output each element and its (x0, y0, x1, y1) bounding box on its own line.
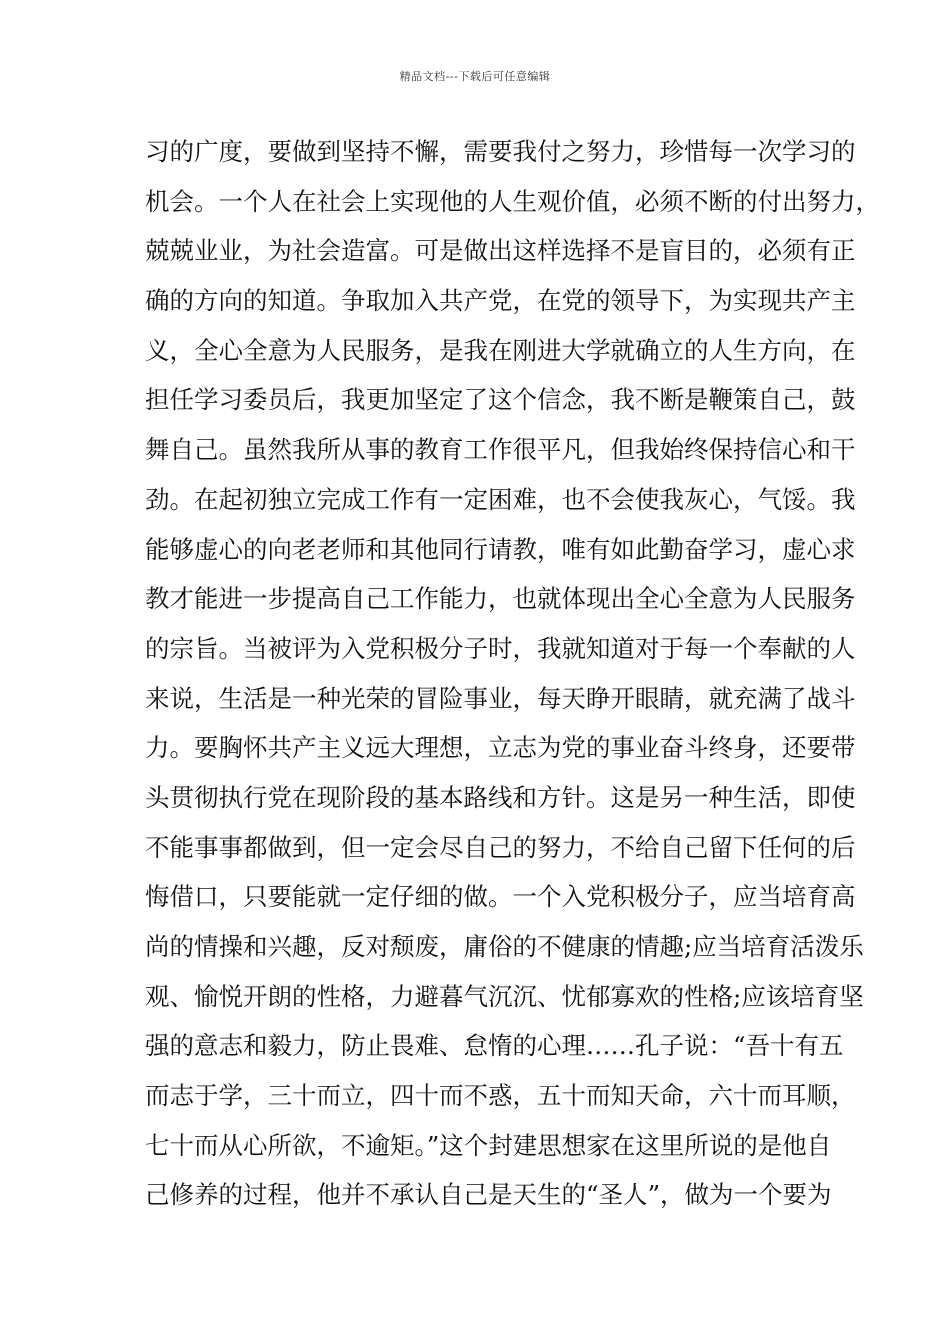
text-line: 的宗旨。当被评为入党积极分子时，我就知道对于每一个奉献的人 (145, 633, 856, 663)
text-line: 尚的情操和兴趣，反对颓废，庸俗的不健康的情趣;应当培育活泼乐 (145, 932, 864, 961)
text-line: 舞自己。虽然我所从事的教育工作很平凡，但我始终保持信心和干 (145, 435, 856, 465)
text-line: 确的方向的知道。争取加入共产党，在党的领导下，为实现共产主 (145, 286, 856, 316)
text-line: 兢兢业业，为社会造富。可是做出这样选择不是盲目的，必须有正 (145, 236, 856, 266)
text-line: 强的意志和毅力，防止畏难、怠惰的心理……孔子说：“吾十有五 (145, 1031, 844, 1061)
text-line: 习的广度，要做到坚持不懈，需要我付之努力，珍惜每一次学习的 (145, 137, 856, 166)
text-line: 劲。在起初独立完成工作有一定困难，也不会使我灰心，气馁。我 (145, 484, 856, 514)
text-line: 教才能进一步提高自己工作能力，也就体现出全心全意为人民服务 (145, 584, 856, 614)
text-line: 己修养的过程，他并不承认自己是天生的“圣人”，做为一个要为 (145, 1180, 832, 1210)
body-text (145, 130, 880, 1223)
text-line: 来说，生活是一种光荣的冒险事业，每天睁开眼睛，就充满了战斗 (145, 683, 856, 713)
text-line: 头贯彻执行党在现阶段的基本路线和方针。这是另一种生活，即使 (145, 782, 856, 812)
text-line: 担任学习委员后，我更加坚定了这个信念，我不断是鞭策自己，鼓 (145, 385, 856, 415)
text-line: 能够虚心的向老老师和其他同行请教，唯有如此勤奋学习，虚心求 (145, 534, 856, 564)
page-header: 精品文档---下载后可任意编辑 (399, 70, 551, 83)
text-line: 不能事事都做到，但一定会尽自己的努力，不给自己留下任何的后 (145, 832, 856, 862)
text-line: 义，全心全意为人民服务，是我在刚进大学就确立的人生方向，在 (145, 335, 856, 365)
text-line: 悔借口，只要能就一定仔细的做。一个入党积极分子，应当培育高 (145, 882, 856, 912)
text-line: 而志于学，三十而立，四十而不惑，五十而知天命，六十而耳顺， (145, 1081, 856, 1111)
text-line: 力。要胸怀共产主义远大理想，立志为党的事业奋斗终身，还要带 (145, 733, 856, 763)
text-line: 机会。一个人在社会上实现他的人生观价值，必须不断的付出努力， (145, 186, 880, 216)
text-line: 七十而从心所欲，不逾矩。”这个封建思想家在这里所说的是他自 (145, 1130, 832, 1160)
text-line: 观、愉悦开朗的性格，力避暮气沉沉、忧郁寡欢的性格;应该培育坚 (145, 981, 864, 1011)
